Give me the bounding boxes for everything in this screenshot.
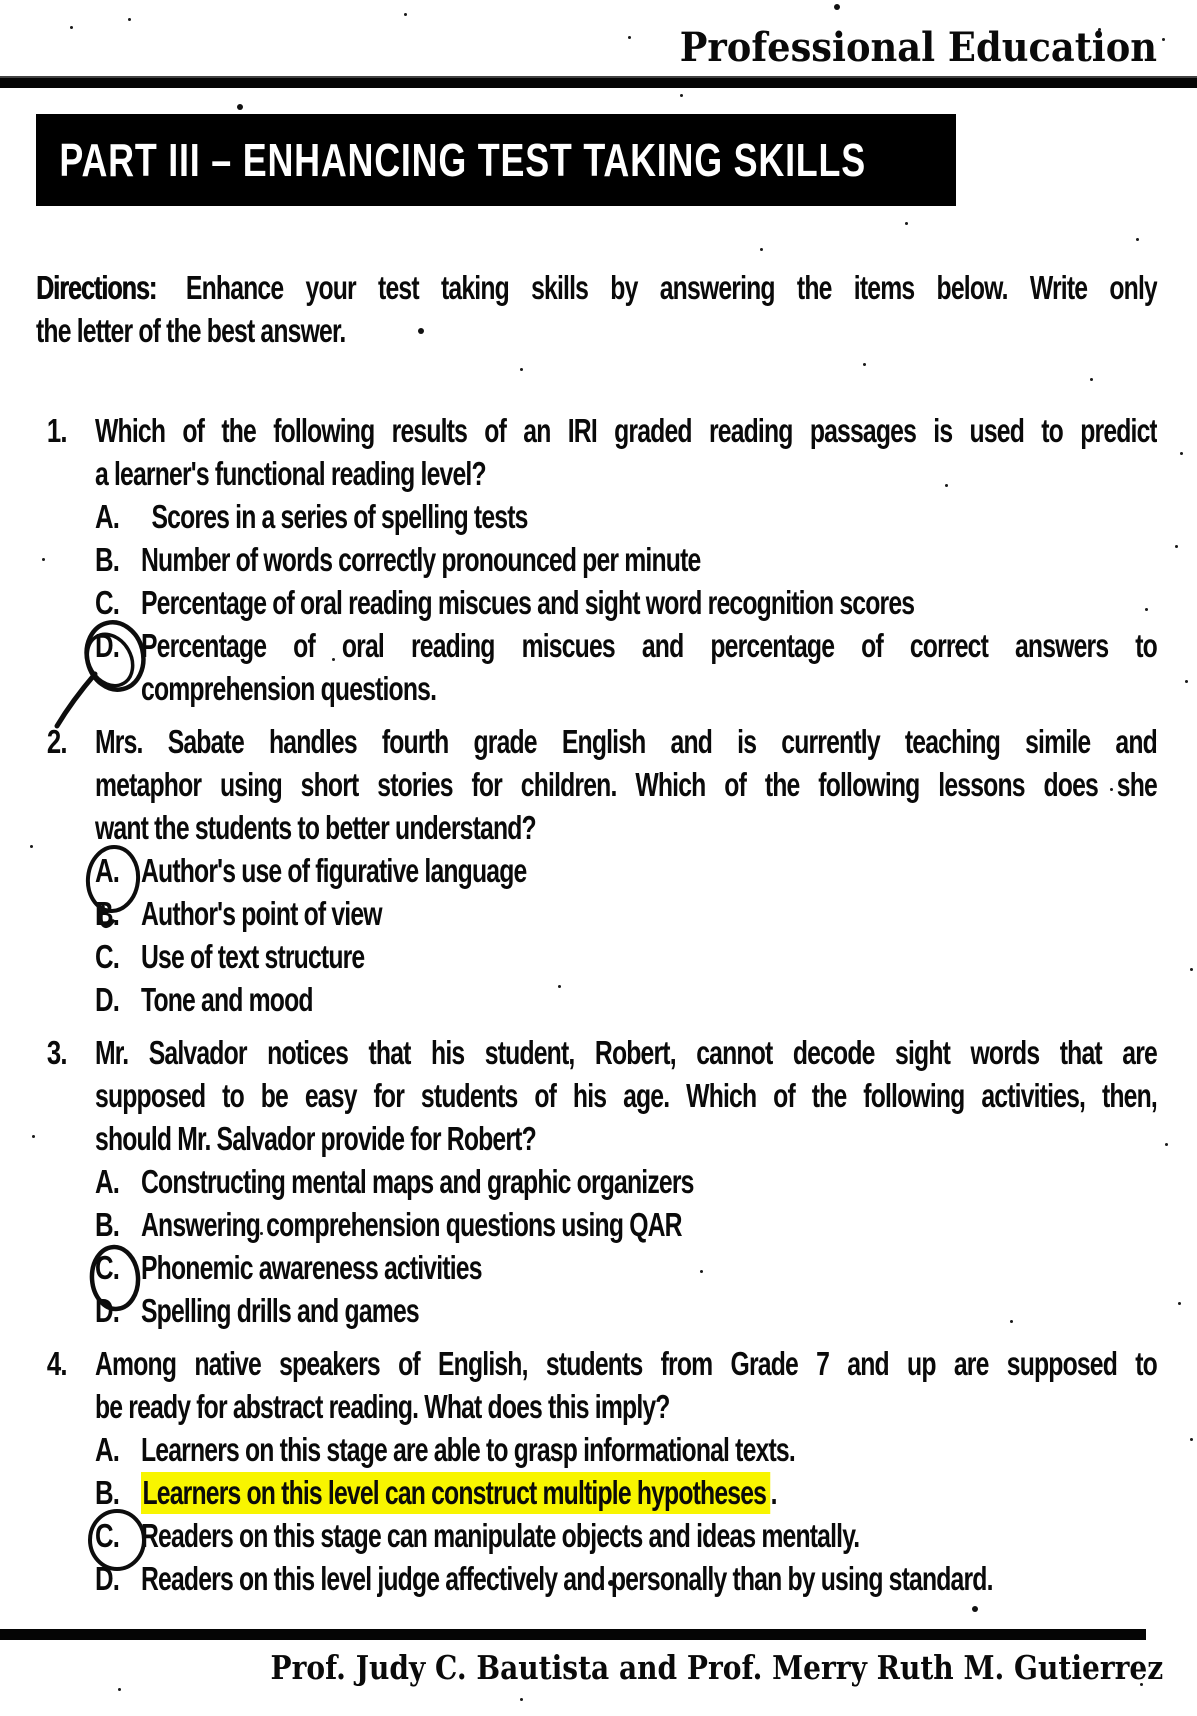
option-letter: D.	[95, 1560, 120, 1597]
option-text: Spelling drills and games	[141, 1292, 419, 1329]
header-rule	[0, 76, 1197, 88]
option-letter: D.	[95, 981, 120, 1018]
option-letter: D.	[95, 1292, 120, 1329]
question-number: 4.	[46, 1345, 67, 1382]
option-row-c	[95, 1514, 1157, 1557]
option-letter: A.	[95, 852, 120, 889]
question-number: 2.	[46, 723, 67, 760]
question-1	[36, 409, 1157, 710]
option-text: Use of text structure	[141, 938, 365, 975]
option-letter: B.	[95, 1206, 120, 1243]
question-stem-line: Which of the following results of an IRI graded reading passages is used to predict	[95, 412, 1157, 449]
option-letter: A.	[95, 1431, 120, 1468]
option-row-a	[95, 1428, 1157, 1471]
directions-line-2: the letter of the best answer.	[36, 312, 346, 349]
question-2	[36, 720, 1157, 1021]
question-stem-line: be ready for abstract reading. What does this imply?	[95, 1388, 670, 1425]
question-stem-line: Mr. Salvador notices that his student, Robert, cannot decode sight words that are	[95, 1034, 1157, 1071]
footer-rule	[0, 1629, 1146, 1640]
option-letter: A.	[95, 1163, 120, 1200]
question-4	[36, 1342, 1157, 1600]
option-text: Learners on this stage are able to grasp informational texts.	[141, 1431, 795, 1468]
option-text	[141, 1471, 1157, 1514]
option-row-b	[95, 1203, 1157, 1246]
option-row-c	[95, 581, 1157, 624]
question-stem-line: supposed to be easy for students of his age. Which of the following activities, then,	[95, 1077, 1157, 1114]
option-text: Answering comprehension questions using QAR	[141, 1206, 682, 1243]
option-text: Readers on this level judge affectively and personally than by using standard.	[141, 1560, 993, 1597]
course-header-label: Professional Education	[679, 24, 1157, 71]
option-row-c	[95, 935, 1157, 978]
directions-block	[36, 266, 1157, 352]
option-letter: B.	[95, 541, 120, 578]
footer-credit: Prof. Judy C. Bautista and Prof. Merry Ruth M. Gutierrez	[270, 1648, 1163, 1687]
option-text: Number of words correctly pronounced per minute	[141, 541, 701, 578]
option-text: Constructing mental maps and graphic organizers	[141, 1163, 694, 1200]
option-letter: D.	[95, 627, 120, 664]
question-stem-line: want the students to better understand?	[95, 809, 536, 846]
option-text: Readers on this stage can manipulate objects and ideas mentally.	[141, 1517, 860, 1554]
option-row-a	[95, 1160, 1157, 1203]
option-text: Author's use of figurative language	[141, 852, 527, 889]
option-text: Phonemic awareness activities	[141, 1249, 482, 1286]
option-row-b	[95, 892, 1157, 935]
question-number: 1.	[46, 412, 67, 449]
option-text: Author's point of view	[141, 895, 382, 932]
question-number: 3.	[46, 1034, 67, 1071]
option-text: Tone and mood	[141, 981, 313, 1018]
question-stem-line: Among native speakers of English, students from Grade 7 and up are supposed to	[95, 1345, 1157, 1382]
option-row-d	[95, 1557, 1157, 1600]
question-stem-line: Mrs. Sabate handles fourth grade English and is currently teaching simile and	[95, 723, 1157, 760]
highlighter-mark: Learners on this level can construct multiple hypotheses	[141, 1472, 771, 1514]
section-title: PART III – ENHANCING TEST TAKING SKILLS	[59, 134, 866, 186]
question-stem-line: a learner's functional reading level?	[95, 455, 486, 492]
option-row-b	[95, 538, 1157, 581]
option-row-a	[95, 495, 1157, 538]
directions-line-1	[36, 266, 1157, 309]
option-letter: C.	[95, 1517, 120, 1554]
directions-text-1: Enhance your test taking skills by answering the items below. Write only	[185, 269, 1157, 306]
option-row-a	[95, 849, 1157, 892]
option-text: comprehension questions.	[141, 670, 437, 707]
option-row-d	[95, 978, 1157, 1021]
question-stem-line: should Mr. Salvador provide for Robert?	[95, 1120, 536, 1157]
option-letter: C.	[95, 938, 120, 975]
option-text: Percentage of oral reading miscues and percentage of correct answers to	[141, 627, 1157, 664]
section-title-bar	[36, 114, 956, 206]
question-stem-line: metaphor using short stories for children. Which of the following lessons does she	[95, 766, 1157, 803]
option-row-d	[95, 624, 1157, 710]
option-text-tail: .	[770, 1474, 777, 1511]
question-3	[36, 1031, 1157, 1332]
option-letter: B.	[95, 1474, 120, 1511]
option-letter: B.	[95, 895, 120, 932]
option-row-d	[95, 1289, 1157, 1332]
directions-label: Directions:	[36, 269, 157, 306]
question-list	[36, 409, 1157, 1600]
option-letter: C.	[95, 584, 120, 621]
option-text: Scores in a series of spelling tests	[151, 498, 528, 535]
option-letter: A.	[95, 498, 120, 535]
option-text: Percentage of oral reading miscues and sight word recognition scores	[141, 584, 915, 621]
option-letter: C.	[95, 1249, 120, 1286]
option-row-b	[95, 1471, 1157, 1514]
option-row-c	[95, 1246, 1157, 1289]
